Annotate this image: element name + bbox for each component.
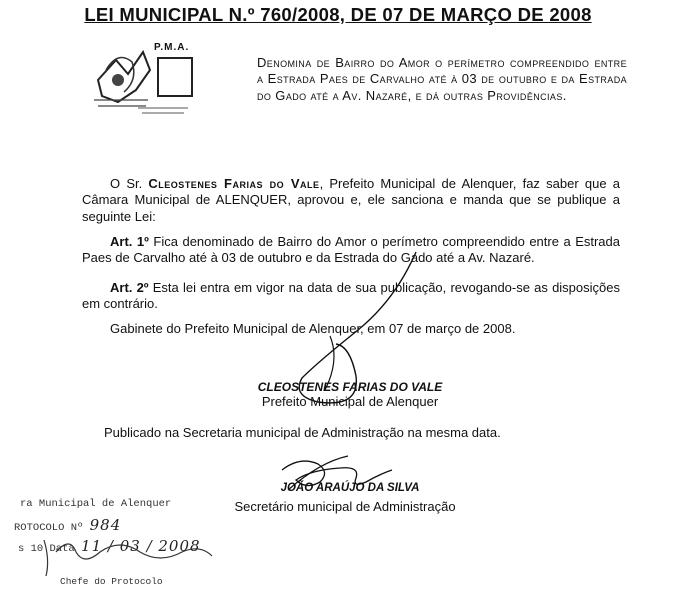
stamp-line-4: Chefe do Protocolo [60,576,163,587]
ementa: Denomina de Bairro do Amor o perímetro compreendido entre a Estrada Paes de Carvalho até à 03 de outubro e da Estrada do Gado até a Av. Nazaré, e dá outras Providências. [257,55,627,103]
article-2-label: Art. 2º [110,280,149,295]
article-1 [82,234,620,267]
logo-text: P.M.A. [154,42,190,53]
secretary-signature-name: JOÃO ARAÚJO DA SILVA [280,482,420,494]
intro-post: , Prefeito Municipal de Alenquer, faz saber que a Câmara Municipal de ALENQUER, aprovou e, ele sanciona e manda que se publique a seguinte Lei: [82,176,620,224]
article-1-label: Art. 1º [110,234,149,249]
publication-note: Publicado na Secretaria municipal de Administração na mesma data. [104,425,501,440]
intro-paragraph [82,176,620,225]
stamp-line-2 [14,516,121,534]
stamp-date-label: s 10 Data [18,543,75,555]
intro-pre: O Sr. [110,176,149,191]
stamp-protocol-number: 984 [89,516,122,534]
mayor-signature-name: CLEOSTENES FARIAS DO VALE [257,380,443,394]
stamp-line-1: ra Municipal de Alenquer [20,498,172,510]
protocol-stamp [0,494,240,594]
stamp-line-3 [18,537,201,555]
article-2 [82,280,620,313]
stamp-protocol-label: ROTOCOLO Nº [14,522,84,534]
closing-line: Gabinete do Prefeito Municipal de Alenquer, em 07 de março de 2008. [110,321,516,336]
mayor-name-inline: Cleostenes Farias do Vale [148,176,320,191]
law-title: LEI MUNICIPAL N.º 760/2008, DE 07 DE MARÇO DE 2008 [84,4,592,25]
article-2-text: Esta lei entra em vigor na data de sua publicação, revogando-se as disposições em contrário. [82,280,620,312]
secretary-signature-role: Secretário municipal de Administração [234,499,456,514]
municipal-logo [88,40,208,118]
article-1-text: Fica denominado de Bairro do Amor o perímetro compreendido entre a Estrada Paes de Carvalho até à 03 de outubro e da Estrada do Gado até a Av. Nazaré. [82,234,621,266]
stamp-date-value: 11 / 03 / 2008 [81,537,201,555]
mayor-signature-role: Prefeito Municipal de Alenquer [261,394,439,409]
